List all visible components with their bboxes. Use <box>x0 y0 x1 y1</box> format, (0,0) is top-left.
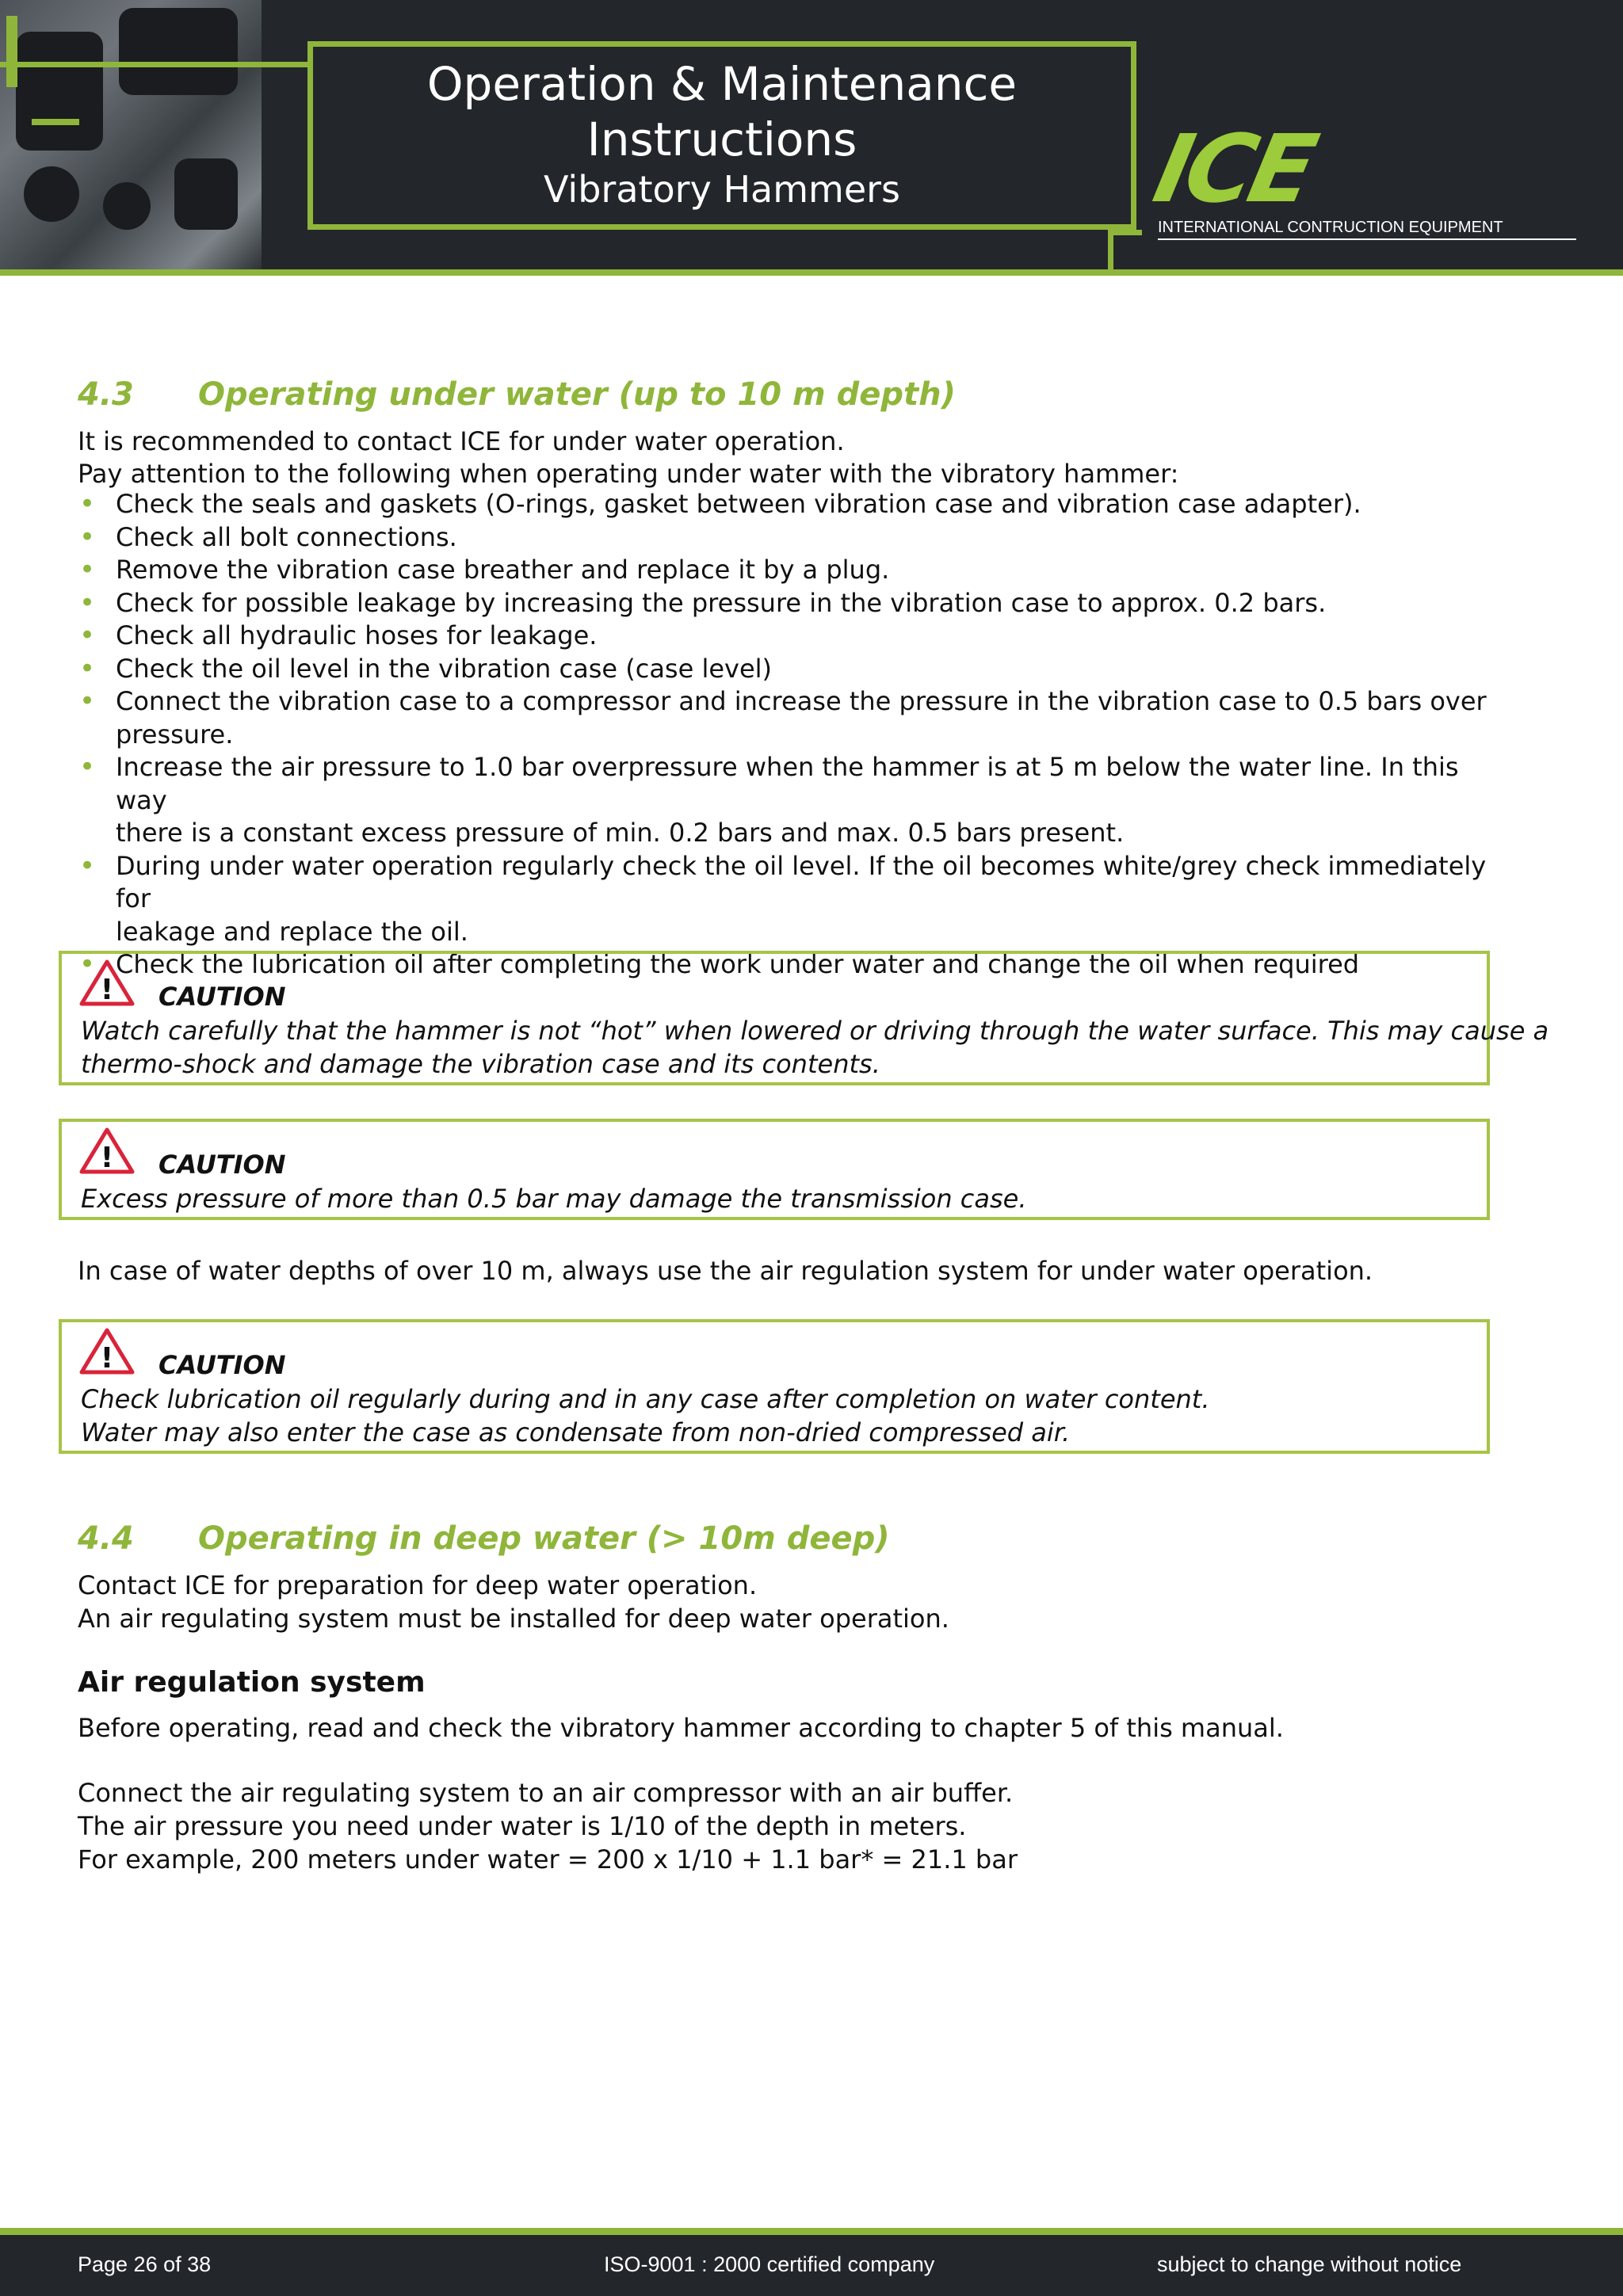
bullet-icon: • <box>79 685 96 717</box>
ice-logo: ICE <box>1145 114 1322 223</box>
svg-text:!: ! <box>100 1342 114 1375</box>
svg-text:!: ! <box>100 1142 114 1174</box>
bullet-icon: • <box>79 521 96 553</box>
bullet-icon: • <box>79 948 96 980</box>
page-header <box>0 0 1623 269</box>
list-item: • Check all bolt connections. <box>79 521 457 553</box>
section-number: 4.4 <box>78 1520 134 1557</box>
ice-logo-subtext: INTERNATIONAL CONTRUCTION EQUIPMENT <box>1158 219 1576 240</box>
header-accent-line-vertical <box>1108 230 1113 269</box>
caution-text: Excess pressure of more than 0.5 bar may damage the transmission case. <box>81 1184 1027 1214</box>
bullet-icon: • <box>79 620 96 651</box>
list-item: • Increase the air pressure to 1.0 bar overpressure when the hammer is at 5 m below the water line. In this way there is a constant excess pressure of min. 0.2 bars and max. 0.5 bars present. <box>79 751 1459 848</box>
header-accent-line <box>0 62 307 67</box>
intro-text-1: It is recommended to contact ICE for under water operation. <box>78 426 845 456</box>
header-bottom-line <box>0 269 1623 276</box>
page-footer <box>0 2235 1623 2296</box>
warning-triangle-icon <box>79 959 135 1006</box>
deep-water-text-2: An air regulating system must be installed for deep water operation. <box>78 1604 949 1634</box>
air-regulation-text-2: Connect the air regulating system to an air compressor with an air buffer. <box>78 1778 1014 1808</box>
document-title-line2: Instructions <box>586 113 857 166</box>
header-accent-line-small <box>1113 230 1142 235</box>
list-item: • During under water operation regularly check the oil level. If the oil becomes white/grey check immediately for leakage and replace the oil. <box>79 849 1487 947</box>
svg-text:!: ! <box>100 974 114 1006</box>
air-regulation-text-4: For example, 200 meters under water = 200 x 1/10 + 1.1 bar* = 21.1 bar <box>78 1844 1018 1875</box>
warning-triangle-icon <box>79 1327 135 1375</box>
document-title-line1: Operation & Maintenance <box>426 57 1018 111</box>
caution-box-lubrication <box>59 1319 1490 1454</box>
air-regulation-text-1: Before operating, read and check the vibratory hammer according to chapter 5 of this manual. <box>78 1713 1284 1743</box>
deep-water-text-1: Contact ICE for preparation for deep water operation. <box>78 1570 758 1600</box>
caution-title: CAUTION <box>158 982 286 1012</box>
caution-title: CAUTION <box>158 1350 286 1380</box>
list-item: • Connect the vibration case to a compressor and increase the pressure in the vibration case to 0.5 bars over pressure. <box>79 685 1487 749</box>
document-subtitle: Vibratory Hammers <box>543 168 901 211</box>
air-regulation-text-3: The air pressure you need under water is 1/10 of the depth in meters. <box>78 1811 967 1841</box>
caution-title: CAUTION <box>158 1150 286 1180</box>
bullet-icon: • <box>79 488 96 520</box>
hammer-photo <box>0 0 262 269</box>
section-title: Operating in deep water (> 10m deep) <box>198 1520 890 1557</box>
caution-text: Check lubrication oil regularly during and in any case after completion on water content. Water may also enter the case as condensate from non-dried compressed air. <box>81 1384 1210 1447</box>
bullet-icon: • <box>79 586 96 619</box>
checklist <box>78 488 1504 982</box>
list-item: • Check all hydraulic hoses for leakage. <box>79 620 598 651</box>
change-notice: subject to change without notice <box>1157 2252 1462 2276</box>
bullet-icon: • <box>79 652 96 685</box>
warning-triangle-icon <box>79 1127 135 1174</box>
section-4-3-heading <box>78 376 956 414</box>
section-number: 4.3 <box>78 376 134 413</box>
caution-text: Watch carefully that the hammer is not “hot” when lowered or driving through the water surface. This may cause a thermo-shock and damage the vibration case and its contents. <box>81 1016 1549 1079</box>
list-item: • Check the oil level in the vibration case (case level) <box>79 652 773 685</box>
footer-accent-line <box>0 2228 1623 2235</box>
bullet-icon: • <box>79 849 96 882</box>
bullet-icon: • <box>79 554 96 585</box>
bullet-icon: • <box>79 751 96 783</box>
list-item: • Check for possible leakage by increasing the pressure in the vibration case to approx. 0.2 bars. <box>79 586 1327 619</box>
header-title-box <box>307 41 1136 230</box>
caution-box-hot-hammer <box>59 951 1549 1085</box>
page-number: Page 26 of 38 <box>78 2252 212 2276</box>
section-title: Operating under water (up to 10 m depth) <box>198 376 956 413</box>
section-4-4-heading <box>78 1520 890 1558</box>
caution-box-excess-pressure <box>59 1119 1490 1220</box>
depth-note: In case of water depths of over 10 m, always use the air regulation system for under water operation. <box>78 1256 1373 1286</box>
list-item: • Remove the vibration case breather and replace it by a plug. <box>79 554 890 585</box>
list-item: • Check the lubrication oil after completing the work under water and change the oil when required <box>79 948 1360 980</box>
list-item: • Check the seals and gaskets (O-rings, gasket between vibration case and vibration case adapter). <box>79 488 1361 520</box>
iso-certification: ISO-9001 : 2000 certified company <box>604 2252 935 2276</box>
intro-text-2: Pay attention to the following when operating under water with the vibratory hammer: <box>78 459 1179 489</box>
air-regulation-heading: Air regulation system <box>78 1666 426 1699</box>
